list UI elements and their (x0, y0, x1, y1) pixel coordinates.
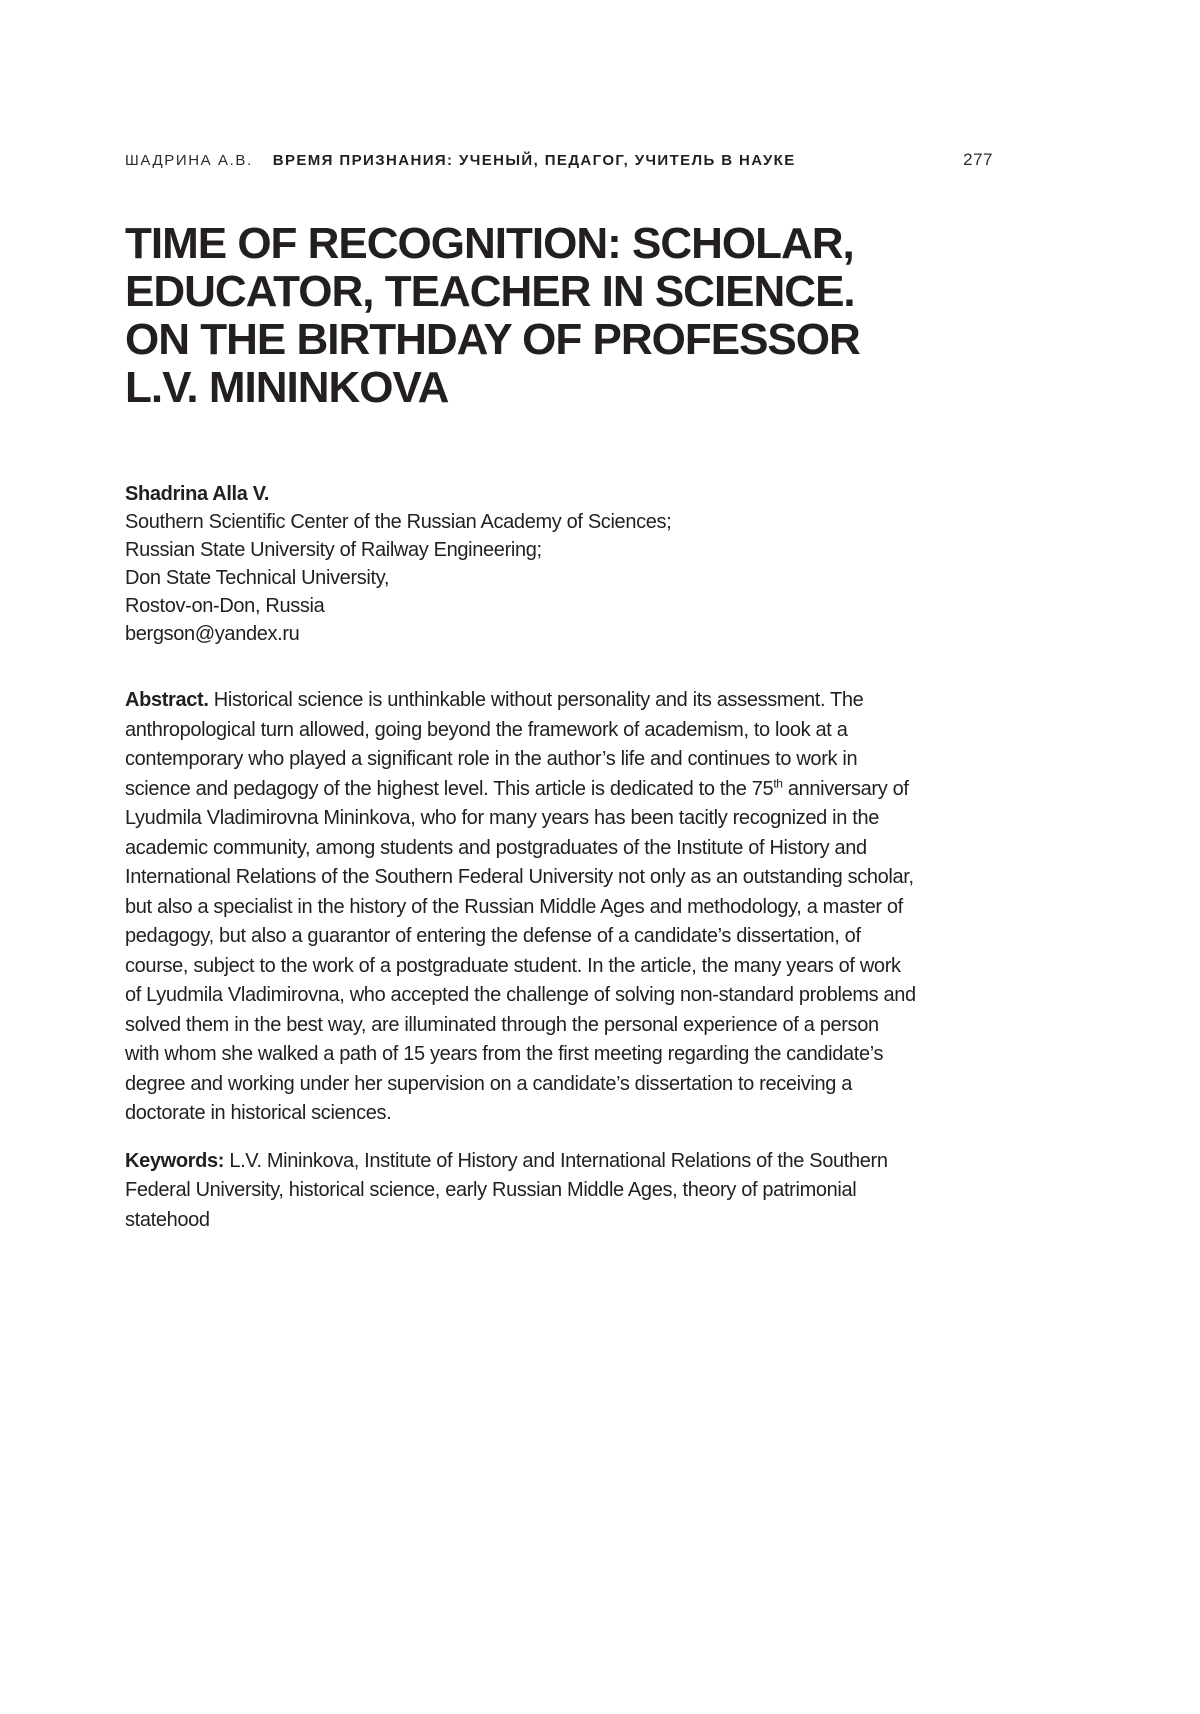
author-name: Shadrina Alla V. (125, 483, 270, 505)
ordinal-superscript: th (773, 775, 783, 790)
running-head (125, 150, 993, 171)
author-block (125, 480, 925, 648)
abstract-paragraph (125, 686, 917, 1129)
keywords-paragraph (125, 1147, 917, 1236)
article-title (125, 220, 925, 412)
article-front-matter (125, 686, 917, 1235)
affiliation-line-2: Russian State University of Railway Engineering; (125, 539, 542, 561)
article-title-line-2: EDUCATOR, TEACHER IN SCIENCE. (125, 267, 855, 316)
page-number: 277 (963, 150, 993, 169)
author-email: bergson@yandex.ru (125, 623, 300, 645)
keywords-text: L.V. Mininkova, Institute of History and International Relations of the Southern Federal University, historical science, early Russian Middle Ages, theory of patrimonial statehood (125, 1149, 888, 1231)
article-title-line-3: ON THE BIRTHDAY OF PROFESSOR (125, 315, 860, 364)
keywords-label: Keywords: (125, 1149, 225, 1172)
article-title-line-4: L.V. MININKOVA (125, 363, 449, 412)
running-head-author: ШАДРИНА А.В. (125, 152, 253, 169)
abstract-text-part2: anniversary of Lyudmila Vladimirovna Mininkova, who for many years has been tacitly recognized in the academic community, among students and postgraduates of the Institute of History and International Relations of the Southern Federal University not only as an outstanding scholar, but also a specialist in the history of the Russian Middle Ages and methodology, a master of pedagogy, but also a guarantor of entering the defense of a candidate’s dissertation, of course, subject to the work of a postgraduate student. In the article, the many years of work of Lyudmila Vladimirovna, who accepted the challenge of solving non-standard problems and solved them in the best way, are illuminated through the personal experience of a person with whom she walked a path of 15 years from the first meeting regarding the candidate’s degree and working under her supervision on a candidate’s dissertation to receiving a doctorate in historical sciences. (125, 777, 916, 1124)
abstract-label: Abstract. (125, 689, 209, 711)
affiliation-line-3: Don State Technical University, (125, 567, 390, 589)
article-title-line-1: TIME OF RECOGNITION: SCHOLAR, (125, 219, 854, 268)
running-head-left (125, 151, 796, 171)
affiliation-line-1: Southern Scientific Center of the Russian Academy of Sciences; (125, 511, 672, 533)
affiliation-line-4: Rostov-on-Don, Russia (125, 595, 325, 617)
running-head-title: ВРЕМЯ ПРИЗНАНИЯ: УЧЕНЫЙ, ПЕДАГОГ, УЧИТЕЛЬ В НАУКЕ (272, 152, 796, 169)
abstract-text-part1: Historical science is unthinkable without personality and its assessment. The anthropological turn allowed, going beyond the framework of academism, to look at a contemporary who played a significant role in the author’s life and continues to work in science and pedagogy of the highest level. This article is dedicated to the 75 (125, 689, 864, 800)
